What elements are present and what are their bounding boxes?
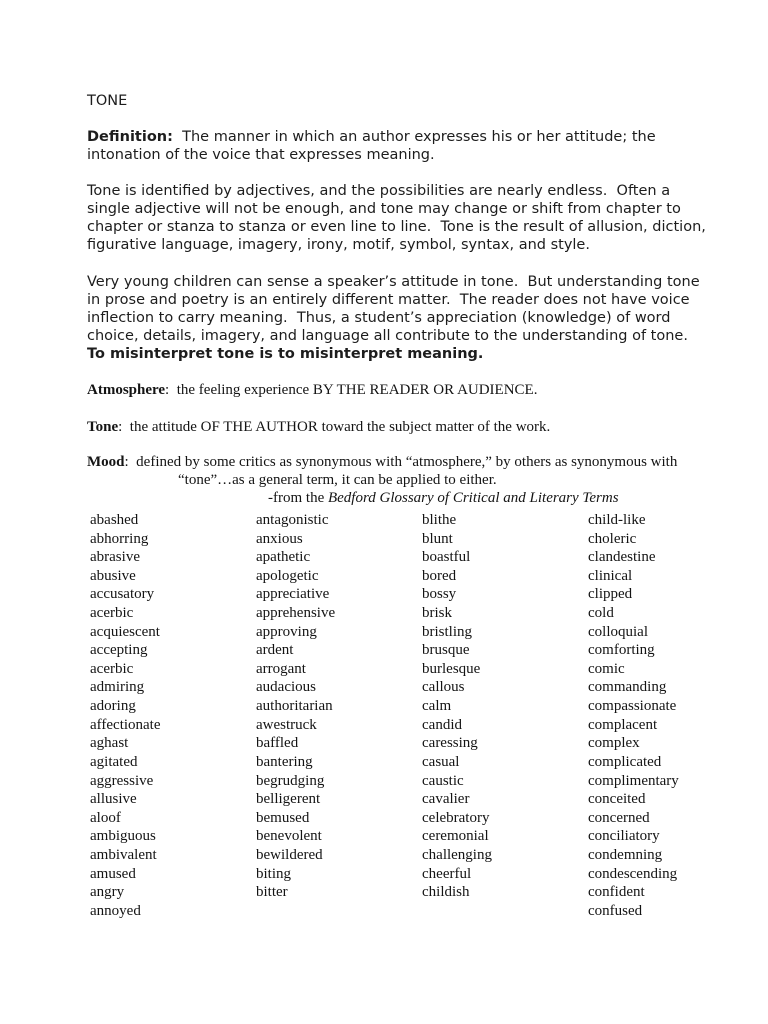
tone-word: complimentary xyxy=(588,772,679,789)
tone-word: ambivalent xyxy=(90,846,157,863)
mood-term: Mood xyxy=(87,454,125,470)
tone-word: accusatory xyxy=(90,586,155,603)
tone-word: cheerful xyxy=(422,865,472,882)
tone-word: condemning xyxy=(588,846,663,863)
tone-word: bristling xyxy=(422,623,473,640)
tone-word-column xyxy=(256,511,416,902)
tone-word-column xyxy=(588,511,748,920)
tone-word: acerbic xyxy=(90,605,134,622)
definition-label: Definition: xyxy=(87,129,173,145)
tone-word: challenging xyxy=(422,846,492,863)
tone-word: condescending xyxy=(588,865,678,882)
tone-word: clinical xyxy=(588,567,633,584)
paragraph-2-line: choice, details, imagery, and language all contribute to the understanding of tone. xyxy=(87,328,688,344)
tone-word: ambiguous xyxy=(90,828,156,845)
definition-line-1 xyxy=(87,128,656,146)
tone-word: concerned xyxy=(588,809,650,826)
paragraph-1-line: figurative language, imagery, irony, motif, symbol, syntax, and style. xyxy=(87,237,590,253)
definition-text: The manner in which an author expresses his or her attitude; the xyxy=(172,129,656,145)
tone-word: begrudging xyxy=(256,772,325,789)
tone-word: brusque xyxy=(422,642,470,659)
tone-word: casual xyxy=(422,753,460,770)
tone-word: aghast xyxy=(90,735,129,752)
tone-word: commanding xyxy=(588,679,667,696)
tone-word: caustic xyxy=(422,772,464,789)
tone-word: cavalier xyxy=(422,791,470,808)
tone-word: adoring xyxy=(90,698,136,715)
tone-word: cold xyxy=(588,605,614,622)
tone-word: compassionate xyxy=(588,698,677,715)
paragraph-2-line: inflection to carry meaning. Thus, a student’s appreciation (knowledge) of word xyxy=(87,310,671,326)
tone-word: annoyed xyxy=(90,902,141,919)
tone-word: apprehensive xyxy=(256,605,336,622)
tone-word: appreciative xyxy=(256,586,330,603)
tone-word: boastful xyxy=(422,549,471,566)
tone-word-column xyxy=(422,511,582,902)
tone-definition xyxy=(87,418,550,437)
tone-word: allusive xyxy=(90,791,137,808)
tone-word: awestruck xyxy=(256,716,317,733)
paragraph-2-emphasis: To misinterpret tone is to misinterpret meaning. xyxy=(87,346,484,362)
tone-word: biting xyxy=(256,865,292,882)
tone-word: blithe xyxy=(422,512,457,528)
tone-word: caressing xyxy=(422,735,478,752)
atmosphere-term: Atmosphere xyxy=(87,382,166,398)
tone-word: abashed xyxy=(90,512,139,528)
tone-word: conceited xyxy=(588,791,646,808)
tone-word: aggressive xyxy=(90,772,154,789)
tone-word: comforting xyxy=(588,642,655,659)
tone-word: brisk xyxy=(422,605,452,622)
paragraph-1-line: chapter or stanza to stanza or even line to line. Tone is the result of allusion, diction, xyxy=(87,219,706,235)
tone-word: confused xyxy=(588,902,643,919)
mood-text: : defined by some critics as synonymous with “atmosphere,” by others as synonymous with xyxy=(124,454,678,470)
source-title: Bedford Glossary of Critical and Literary Terms xyxy=(327,490,619,506)
tone-term: Tone xyxy=(87,419,119,435)
tone-word: calm xyxy=(422,698,452,715)
tone-word: bitter xyxy=(256,884,288,901)
tone-word: blunt xyxy=(422,530,453,547)
tone-word: benevolent xyxy=(256,828,322,845)
tone-word: celebratory xyxy=(422,809,490,826)
tone-word: comic xyxy=(588,660,625,677)
tone-word: belligerent xyxy=(256,791,321,808)
tone-word: acquiescent xyxy=(90,623,160,640)
tone-word: abusive xyxy=(90,567,136,584)
tone-word: bewildered xyxy=(256,846,323,863)
tone-word: agitated xyxy=(90,753,138,770)
tone-word: confident xyxy=(588,884,645,901)
tone-word: baffled xyxy=(256,735,299,752)
tone-word: authoritarian xyxy=(256,698,333,715)
tone-word: complex xyxy=(588,735,640,752)
tone-word: abhorring xyxy=(90,530,149,547)
tone-word: candid xyxy=(422,716,462,733)
paragraph-2-line: Very young children can sense a speaker’s attitude in tone. But understanding tone xyxy=(87,274,700,290)
tone-word: clandestine xyxy=(588,549,656,566)
tone-word: child-like xyxy=(588,512,646,528)
paragraph-2-line: in prose and poetry is an entirely different matter. The reader does not have voice xyxy=(87,292,690,308)
paragraph-1-line: single adjective will not be enough, and tone may change or shift from chapter to xyxy=(87,201,681,217)
tone-word: complacent xyxy=(588,716,658,733)
mood-definition xyxy=(87,453,677,472)
tone-word: conciliatory xyxy=(588,828,660,845)
tone-word: ceremonial xyxy=(422,828,489,845)
document-title: TONE xyxy=(87,93,128,109)
tone-word: clipped xyxy=(588,586,633,603)
tone-word: apologetic xyxy=(256,567,319,584)
tone-word: amused xyxy=(90,865,136,882)
tone-word: abrasive xyxy=(90,549,140,566)
tone-word: aloof xyxy=(90,809,121,826)
definition-line-2: intonation of the voice that expresses meaning. xyxy=(87,147,435,163)
tone-word: affectionate xyxy=(90,716,161,733)
tone-word: bossy xyxy=(422,586,457,603)
tone-word: audacious xyxy=(256,679,316,696)
tone-word: accepting xyxy=(90,642,148,659)
source-prefix: -from the xyxy=(268,490,328,506)
tone-word: bored xyxy=(422,567,457,584)
tone-word: complicated xyxy=(588,753,662,770)
tone-word: callous xyxy=(422,679,465,696)
tone-word: colloquial xyxy=(588,623,648,640)
mood-continuation: “tone”…as a general term, it can be applied to either. xyxy=(178,472,497,488)
atmosphere-text: : the feeling experience BY THE READER OR AUDIENCE. xyxy=(165,382,538,398)
tone-word: admiring xyxy=(90,679,145,696)
atmosphere-definition xyxy=(87,381,537,400)
tone-word-column xyxy=(90,511,250,920)
tone-word: bemused xyxy=(256,809,310,826)
tone-word: burlesque xyxy=(422,660,481,677)
tone-text: : the attitude OF THE AUTHOR toward the subject matter of the work. xyxy=(118,419,551,435)
mood-source xyxy=(268,489,619,508)
tone-word: approving xyxy=(256,623,317,640)
tone-word: ardent xyxy=(256,642,294,659)
tone-word: angry xyxy=(90,884,125,901)
tone-word: acerbic xyxy=(90,660,134,677)
tone-word: antagonistic xyxy=(256,512,329,528)
tone-word: childish xyxy=(422,884,470,901)
tone-word: bantering xyxy=(256,753,313,770)
tone-word: arrogant xyxy=(256,660,306,677)
paragraph-1-line: Tone is identified by adjectives, and the possibilities are nearly endless. Often a xyxy=(87,183,671,199)
tone-word: anxious xyxy=(256,530,303,547)
tone-word: choleric xyxy=(588,530,637,547)
tone-word: apathetic xyxy=(256,549,311,566)
